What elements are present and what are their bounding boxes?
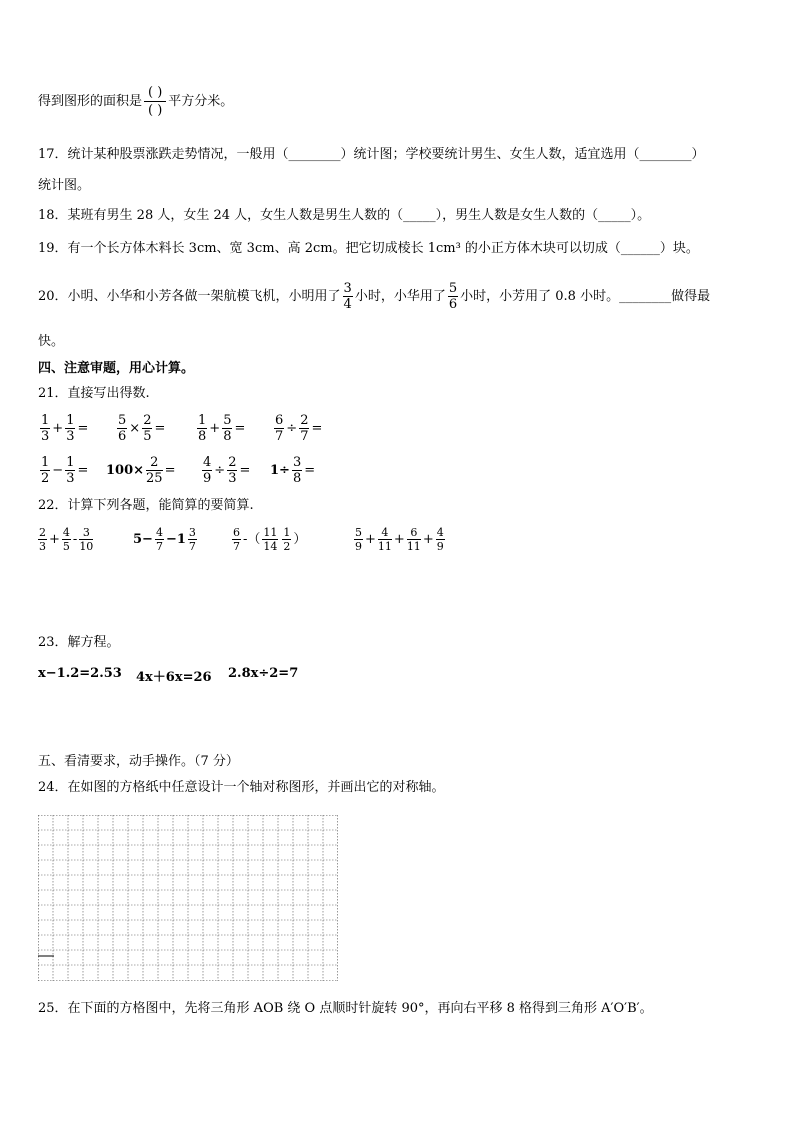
q22-expr-1: $\frac{2}{3}$ + $\frac{4}{5}$ - $\frac{3}{10}$ — [39, 526, 94, 553]
q23-eq-2: 4x＋6x=26 — [136, 670, 212, 685]
q23-title: 23．解方程。 — [38, 635, 120, 650]
q21-title: 21．直接写出得数. — [38, 386, 150, 401]
area-answer-fraction-blank[interactable]: ( ) ( ) — [144, 86, 166, 117]
q22-title: 22．计算下列各题，能简算的要简算. — [38, 498, 254, 513]
q16-text-pre: 得到图形的面积是 — [38, 94, 143, 109]
q21-expr-2: $\frac{5}{6}$ × $\frac{2}{5}$ = — [118, 413, 166, 444]
section-5-heading: 五、看清要求，动手操作。（7 分） — [38, 754, 239, 769]
q17-line2: 统计图。 — [38, 178, 91, 193]
q23-eq-1: x−1.2=2.53 — [38, 666, 122, 681]
q21-expr-5: $\frac{1}{2}$ − $\frac{1}{3}$ = — [41, 455, 89, 486]
q21-expr-4: $\frac{6}{7}$ ÷ $\frac{2}{7}$ = — [275, 413, 323, 444]
q20-line2: 快。 — [38, 334, 65, 349]
q22-expr-4: $\frac{5}{9}$ + $\frac{4}{11}$ + $\frac{6}{11}$ + $\frac{4}{9}$ — [355, 526, 444, 553]
q22-expr-3: $\frac{6}{7}$ -（ $\frac{11}{14}$ $\frac{1}{2}$ ） — [233, 526, 307, 553]
q16-tail-line — [38, 86, 233, 117]
q16-text-post: 平方分米。 — [168, 94, 234, 109]
q24-text: 24．在如图的方格纸中任意设计一个轴对称图形，并画出它的对称轴。 — [38, 780, 445, 795]
q21-expr-7: $\frac{4}{9}$ ÷ $\frac{2}{3}$ = — [203, 455, 251, 486]
q20-line1: 20．小明、小华和小芳各做一架航模飞机，小明用了 $\frac{3}{4}$ 小时，小华用了 $\frac{5}{6}$ 小时，小芳用了 0.8 小时。________做得最 — [38, 281, 711, 312]
q21-expr-1: $\frac{1}{3}$ + $\frac{1}{3}$ = — [41, 413, 89, 444]
q25-text: 25．在下面的方格图中，先将三角形 AOB 绕 O 点顺时针旋转 90°，再向右平移 8 格得到三角形 A′O′B′。 — [38, 1001, 653, 1016]
q17-line1: 17．统计某种股票涨跌走势情况，一般用（________）统计图；学校要统计男生、女生人数，适宜选用（________） — [38, 147, 705, 162]
fraction-5-6: $\frac{5}{6}$ — [448, 281, 458, 312]
q21-expr-6: 100× $\frac{2}{25}$ = — [106, 455, 176, 486]
q22-expr-2: 5− $\frac{4}{7}$ −1 $\frac{3}{7}$ — [133, 526, 196, 553]
q21-expr-8: 1÷ $\frac{3}{8}$ = — [270, 455, 316, 486]
q18: 18．某班有男生 28 人，女生 24 人，女生人数是男生人数的（_____），男生人数是女生人数的（_____）。 — [38, 208, 651, 223]
q21-expr-3: $\frac{1}{8}$ + $\frac{5}{8}$ = — [198, 413, 246, 444]
q19: 19．有一个长方体木料长 3cm、宽 3cm、高 2cm。把它切成棱长 1cm³ 的小正方体木块可以切成（______）块。 — [38, 241, 699, 256]
fraction-3-4: $\frac{3}{4}$ — [343, 281, 352, 312]
q24-grid-paper[interactable] — [38, 815, 340, 983]
q23-eq-3: 2.8x÷2=7 — [228, 666, 299, 681]
section-4-heading: 四、注意审题，用心计算。 — [38, 361, 195, 376]
